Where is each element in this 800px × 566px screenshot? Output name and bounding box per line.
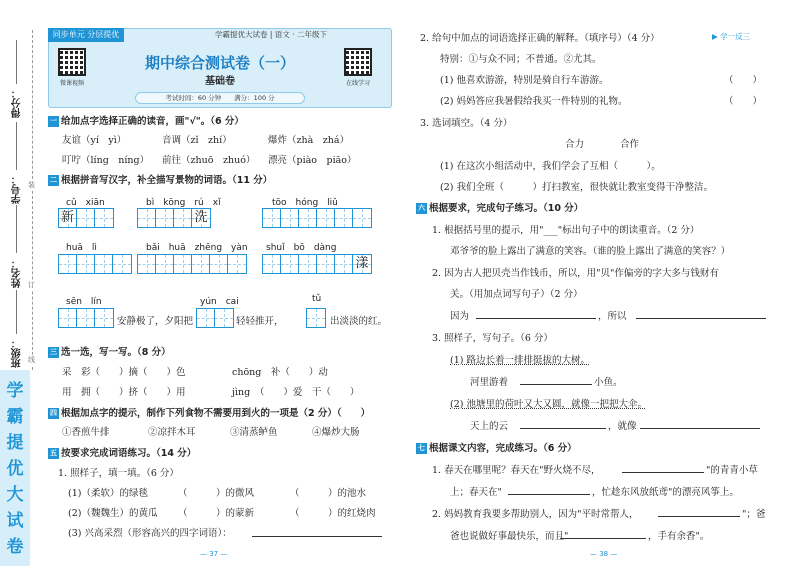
qr-code-right[interactable] xyxy=(344,48,372,76)
char-grid[interactable] xyxy=(262,208,372,228)
section-5-header xyxy=(48,445,196,459)
id-label: 学号： xyxy=(12,174,23,204)
s6-stem: 小鱼。 xyxy=(594,377,623,388)
page-number: — 37 — xyxy=(200,550,228,558)
pinyin: sēn lín xyxy=(66,297,102,307)
s3-item: jìng （ ）爱 干（ ） xyxy=(232,387,360,398)
pinyin: tǔ xyxy=(312,294,322,304)
class-label: 班级： xyxy=(12,338,23,368)
brand-char: 霸 xyxy=(6,407,24,427)
given-char: 洗 xyxy=(194,210,208,225)
s2-text: 安静极了，夕阳把 xyxy=(117,316,194,327)
answer-blank[interactable] xyxy=(520,428,606,429)
answer-blank[interactable] xyxy=(658,516,740,517)
brand-char: 卷 xyxy=(6,537,24,557)
char-grid[interactable] xyxy=(137,254,247,274)
s3-item: 用 拥（ ）挤（ ）用 xyxy=(62,387,186,398)
char-grid[interactable] xyxy=(58,208,114,228)
s1-item: 叮咛（líng níng） xyxy=(62,155,150,166)
pinyin: huā lì xyxy=(66,243,97,253)
s1-item: 友谊（yí yì） xyxy=(62,135,127,146)
r-q2-def: 特别：①与众不同；不普通。②尤其。 xyxy=(440,54,602,65)
brand-char: 优 xyxy=(6,459,24,479)
section-4-header xyxy=(48,405,370,419)
answer-blank[interactable] xyxy=(520,384,592,385)
r-q3-s1: (1) 在这次小组活动中，我们学会了互相（ ）。 xyxy=(440,161,661,172)
score-label: 得分： xyxy=(12,88,23,118)
section-number: 六 xyxy=(418,204,425,212)
series-title: 学霸提优大试卷 | 语文 · 二年级下 xyxy=(215,30,327,39)
page-subtitle: 基础卷 xyxy=(205,76,235,87)
s6-example: (2) 池塘里的荷叶又大又圆，就像一把把大伞。 xyxy=(450,399,647,410)
s2-text: 出淡淡的红。 xyxy=(330,316,388,327)
brand-strip xyxy=(0,370,30,566)
r-q2: 2. 给句中加点的词语选择正确的解释。（填序号）（4 分） xyxy=(420,33,660,44)
pinyin: bì kōng rú xǐ xyxy=(146,198,221,208)
s5-item: (3) 兴高采烈（形容高兴的四字词语）： xyxy=(68,528,232,539)
brand-char: 提 xyxy=(6,433,24,453)
cut-char: 装 xyxy=(28,181,35,189)
s6-q1: 1. 根据括号里的提示，用"___"标出句子中的朗读重音。（2 分） xyxy=(432,225,700,236)
answer-bracket[interactable]: （ ） xyxy=(724,96,763,107)
answer-bracket[interactable]: （ ） xyxy=(724,75,763,86)
s2-text: 轻轻推开， xyxy=(236,316,284,327)
s1-item: 音调（zǐ zhí） xyxy=(162,135,232,146)
practice-mark: ▶ 学一反三 xyxy=(712,32,751,41)
s6-stem: ，就像 xyxy=(608,421,637,432)
brand-char: 学 xyxy=(6,381,24,401)
section-number: 四 xyxy=(50,409,57,417)
r-q3-s2: (2) 我们全班（ ）打扫教室，很快就让教室变得干净整洁。 xyxy=(440,182,713,193)
char-grid[interactable] xyxy=(58,308,114,328)
brand-char: 试 xyxy=(6,511,24,531)
pinyin: cǔ xiān xyxy=(66,198,105,208)
s5-item: （ ）的蒙新 xyxy=(178,508,255,519)
section-title: 选一选，写一写。（8 分） xyxy=(61,347,171,358)
s6-example: (1) 路边长着一排排挺拔的大树。 xyxy=(450,355,590,366)
answer-blank[interactable] xyxy=(640,428,760,429)
s4-option: ③清蒸鲈鱼 xyxy=(230,427,278,438)
s4-option: ①香煎牛排 xyxy=(62,427,110,438)
s7-q2: "；爸 xyxy=(742,509,766,520)
section-number: 五 xyxy=(50,449,57,457)
answer-blank[interactable] xyxy=(476,318,596,319)
s7-q2: ，手有余香"。 xyxy=(648,531,710,542)
s5-item: （ ）的微风 xyxy=(178,488,255,499)
section-title: 按要求完成词语练习。（14 分） xyxy=(61,448,197,459)
section-6-header xyxy=(416,200,583,214)
section-7-header xyxy=(416,440,577,454)
answer-blank[interactable] xyxy=(622,472,704,473)
name-label: 姓名： xyxy=(12,258,23,288)
answer-blank[interactable] xyxy=(636,318,766,319)
cut-line xyxy=(32,30,33,370)
word-option: 合力 xyxy=(565,139,585,150)
char-grid[interactable] xyxy=(306,308,326,328)
char-grid[interactable] xyxy=(262,254,372,274)
section-1-header xyxy=(48,113,244,127)
s5-item: (2)（魏魏生）的黄瓜 xyxy=(68,508,158,519)
r-q3: 3. 选词填空。（4 分） xyxy=(420,118,513,129)
section-title: 根据课文内容，完成练习。（6 分） xyxy=(429,443,577,454)
id-line xyxy=(16,122,17,170)
s6-q2-stem: 因为 xyxy=(450,311,470,322)
cut-char: 线 xyxy=(28,356,35,364)
pinyin: tōo hóng liǔ xyxy=(272,198,338,208)
qr-right-label: 在线学习 xyxy=(345,80,370,87)
section-number: 二 xyxy=(50,176,57,184)
s7-q2: 爸也说做好事最快乐，而且" xyxy=(450,531,569,542)
s4-option: ④爆炒大肠 xyxy=(312,427,360,438)
s7-q1: "的青青小草 xyxy=(706,465,758,476)
s4-option: ②凉拌木耳 xyxy=(148,427,196,438)
page-number: — 38 — xyxy=(590,550,618,558)
name-line xyxy=(16,205,17,253)
s5-item: （ ）的池水 xyxy=(290,488,367,499)
char-grid[interactable] xyxy=(196,308,234,328)
s7-q1: 上；春天在" xyxy=(450,487,502,498)
class-line xyxy=(16,290,17,334)
char-grid[interactable] xyxy=(137,208,211,228)
s3-item: chōng 补（ ）动 xyxy=(232,367,328,378)
char-grid[interactable] xyxy=(58,254,132,274)
pinyin: bǎi huā zhēng yàn xyxy=(146,243,248,253)
section-title: 根据加点字的提示，制作下列食物不需要用到火的一项是（2 分）（ ） xyxy=(61,408,371,419)
brand-char: 大 xyxy=(6,485,24,505)
r-q2-s2: (2) 妈妈答应我暑假给我买一件特别的礼物。 xyxy=(440,96,628,107)
s3-item: 采 彩（ ）摘（ ）色 xyxy=(62,367,186,378)
s6-q2: 2. 因为古人把贝壳当作钱币，所以，用"贝"作偏旁的字大多与钱财有 xyxy=(432,268,719,279)
cut-char: 订 xyxy=(28,281,35,289)
pinyin: shuǐ bō dàng xyxy=(266,243,337,253)
section-number: 三 xyxy=(50,348,57,356)
word-option: 合作 xyxy=(620,139,640,150)
s1-item: 前往（zhuō zhuó） xyxy=(162,155,256,166)
s5-item: （ ）的红烧肉 xyxy=(290,508,376,519)
s6-q1-sentence: 邓爷爷的脸上露出了满意的笑容。（谁的脸上露出了满意的笑容？） xyxy=(450,246,731,257)
qr-left-label: 微课视频 xyxy=(59,80,84,87)
section-title: 给加点字选择正确的读音，画"√"。（6 分） xyxy=(61,116,244,127)
s6-stem: 河里游着 xyxy=(470,377,509,388)
s7-q1: 1. 春天在哪里呢？春天在"野火烧不尽， xyxy=(432,465,601,476)
answer-blank[interactable] xyxy=(560,538,646,539)
unit-tag: 同步单元 分层提优 xyxy=(48,28,124,42)
s6-stem: 天上的云 xyxy=(470,421,509,432)
section-title: 根据拼音写汉字，补全描写景物的词语。（11 分） xyxy=(61,175,273,186)
given-char: 新 xyxy=(60,210,74,225)
s1-item: 爆炸（zhà zhá） xyxy=(268,135,350,146)
s7-q1: ，忙趁东风放纸鸢"的漂亮风筝上。 xyxy=(592,487,739,498)
s5-item: (1)（柔软）的绿毯 xyxy=(68,488,148,499)
s7-q2: 2. 妈妈教育我要多帮助别人，因为"平时常帮人， xyxy=(432,509,639,520)
s6-q2b: 关。（用加点词写句子）（2 分） xyxy=(450,289,583,300)
pinyin: yún cai xyxy=(200,297,239,307)
answer-blank[interactable] xyxy=(508,494,590,495)
s6-q2-stem: ，所以 xyxy=(598,311,627,322)
section-number: 七 xyxy=(418,444,425,452)
r-q2-s1: (1) 他喜欢游游，特别是骑自行车游游。 xyxy=(440,75,609,86)
section-3-header xyxy=(48,344,171,358)
section-number: 一 xyxy=(50,117,57,125)
score-line xyxy=(16,40,17,84)
s1-item: 漂亮（piào piāo） xyxy=(268,155,357,166)
s6-q3: 3. 照样子，写句子。（6 分） xyxy=(432,333,553,344)
qr-code-left[interactable] xyxy=(58,48,86,76)
page-title: 期中综合测试卷（一） xyxy=(144,54,295,72)
given-char: 漾 xyxy=(355,256,369,271)
answer-blank[interactable] xyxy=(252,536,382,537)
section-title: 根据要求，完成句子练习。（10 分） xyxy=(429,203,584,214)
section-2-header xyxy=(48,172,272,186)
s5-question: 1. 照样子，填一填。（6 分） xyxy=(58,468,179,479)
exam-meta: 考试时间：60 分钟 满分：100 分 xyxy=(135,92,305,104)
